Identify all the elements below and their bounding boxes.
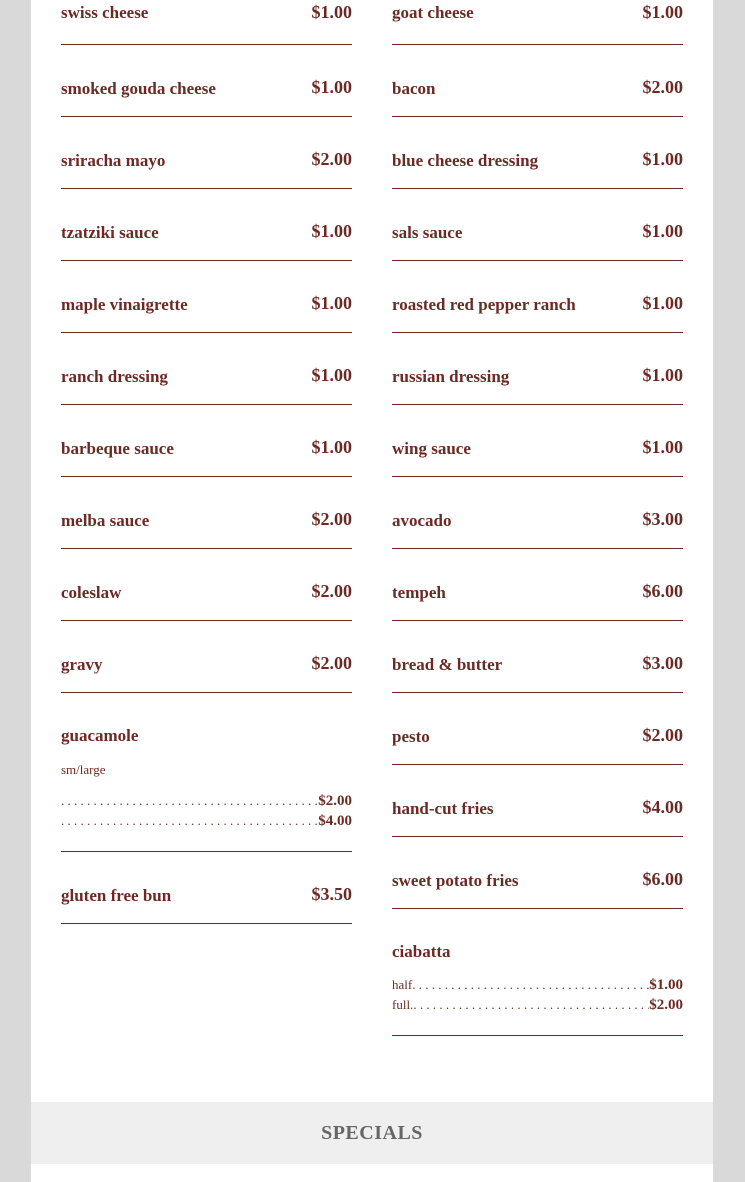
item-price: $1.00 <box>642 365 683 385</box>
item-price: $6.00 <box>642 869 683 889</box>
item-price: $6.00 <box>642 581 683 601</box>
item-name: bread & butter <box>392 655 503 674</box>
item-price: $1.00 <box>642 293 683 313</box>
menu-item <box>392 549 683 621</box>
option-price: $2.00 <box>318 793 352 809</box>
left-column <box>61 0 352 924</box>
menu-item <box>61 117 352 189</box>
item-price: $2.00 <box>311 149 352 169</box>
item-name: pesto <box>392 727 430 746</box>
item-price: $4.00 <box>642 797 683 817</box>
item-price: $1.00 <box>311 293 352 313</box>
dot-leader <box>61 811 318 831</box>
item-price: $1.00 <box>311 365 352 385</box>
item-name: gluten free bun <box>61 886 172 905</box>
item-price: $2.00 <box>642 77 683 97</box>
dot-leader <box>61 791 318 811</box>
item-name: sals sauce <box>392 223 463 242</box>
price-option <box>392 975 683 995</box>
menu-item <box>61 45 352 117</box>
item-name: wing sauce <box>392 439 471 458</box>
right-column <box>392 0 683 1036</box>
price-option <box>61 791 352 811</box>
menu-item <box>392 477 683 549</box>
dot-leader <box>413 995 649 1015</box>
item-price: $1.00 <box>642 2 683 22</box>
item-price: $1.00 <box>311 437 352 457</box>
item-price: $1.00 <box>642 437 683 457</box>
menu-item <box>392 261 683 333</box>
menu-item-ciabatta <box>392 909 683 1036</box>
menu-item <box>392 837 683 909</box>
item-price: $1.00 <box>311 2 352 22</box>
item-name: tzatziki sauce <box>61 223 159 242</box>
price-option <box>392 995 683 1015</box>
item-name: guacamole <box>61 726 139 745</box>
menu-item <box>61 261 352 333</box>
item-price: $1.00 <box>311 221 352 241</box>
option-label: half <box>392 977 413 992</box>
menu-page <box>31 0 713 1182</box>
price-option <box>61 811 352 831</box>
menu-item <box>61 405 352 477</box>
item-price: $2.00 <box>642 725 683 745</box>
item-name: tempeh <box>392 583 446 602</box>
dot-leader <box>412 975 649 995</box>
option-price: $1.00 <box>649 977 683 993</box>
menu-item <box>61 333 352 405</box>
item-price: $3.00 <box>642 653 683 673</box>
menu-item <box>392 117 683 189</box>
item-name: sriracha mayo <box>61 151 166 170</box>
menu-item <box>61 0 352 45</box>
menu-item <box>61 477 352 549</box>
menu-item <box>392 189 683 261</box>
item-name: maple vinaigrette <box>61 295 188 314</box>
menu-item <box>392 405 683 477</box>
item-price: $1.00 <box>642 221 683 241</box>
menu-item <box>61 549 352 621</box>
item-name: melba sauce <box>61 511 150 530</box>
specials-header: SPECIALS <box>31 1102 713 1164</box>
option-price: $4.00 <box>318 813 352 829</box>
item-name: hand-cut fries <box>392 799 494 818</box>
item-name: barbeque sauce <box>61 439 174 458</box>
item-name: bacon <box>392 79 436 98</box>
option-price: $2.00 <box>649 997 683 1013</box>
item-name: swiss cheese <box>61 3 149 22</box>
item-name: avocado <box>392 511 452 530</box>
item-price: $3.00 <box>642 509 683 529</box>
item-price: $2.00 <box>311 581 352 601</box>
menu-item <box>392 0 683 45</box>
item-name: smoked gouda cheese <box>61 79 216 98</box>
option-label: full. <box>392 997 414 1012</box>
item-name: ciabatta <box>392 942 451 961</box>
menu-item-guacamole <box>61 693 352 852</box>
item-price: $1.00 <box>642 149 683 169</box>
item-price: $2.00 <box>311 653 352 673</box>
item-name: gravy <box>61 655 103 674</box>
menu-item <box>61 621 352 693</box>
menu-item <box>392 333 683 405</box>
item-name: coleslaw <box>61 583 122 602</box>
item-name: roasted red pepper ranch <box>392 295 576 314</box>
item-name: ranch dressing <box>61 367 168 386</box>
menu-item <box>392 693 683 765</box>
item-size-note: sm/large <box>61 762 106 777</box>
item-name: blue cheese dressing <box>392 151 539 170</box>
item-name: russian dressing <box>392 367 510 386</box>
menu-item <box>392 765 683 837</box>
menu-item <box>61 189 352 261</box>
menu-item <box>61 852 352 924</box>
item-name: goat cheese <box>392 3 474 22</box>
item-name: sweet potato fries <box>392 871 519 890</box>
menu-item <box>392 621 683 693</box>
menu-item <box>392 45 683 117</box>
item-price: $2.00 <box>311 509 352 529</box>
item-price: $1.00 <box>311 77 352 97</box>
item-price: $3.50 <box>311 884 352 904</box>
